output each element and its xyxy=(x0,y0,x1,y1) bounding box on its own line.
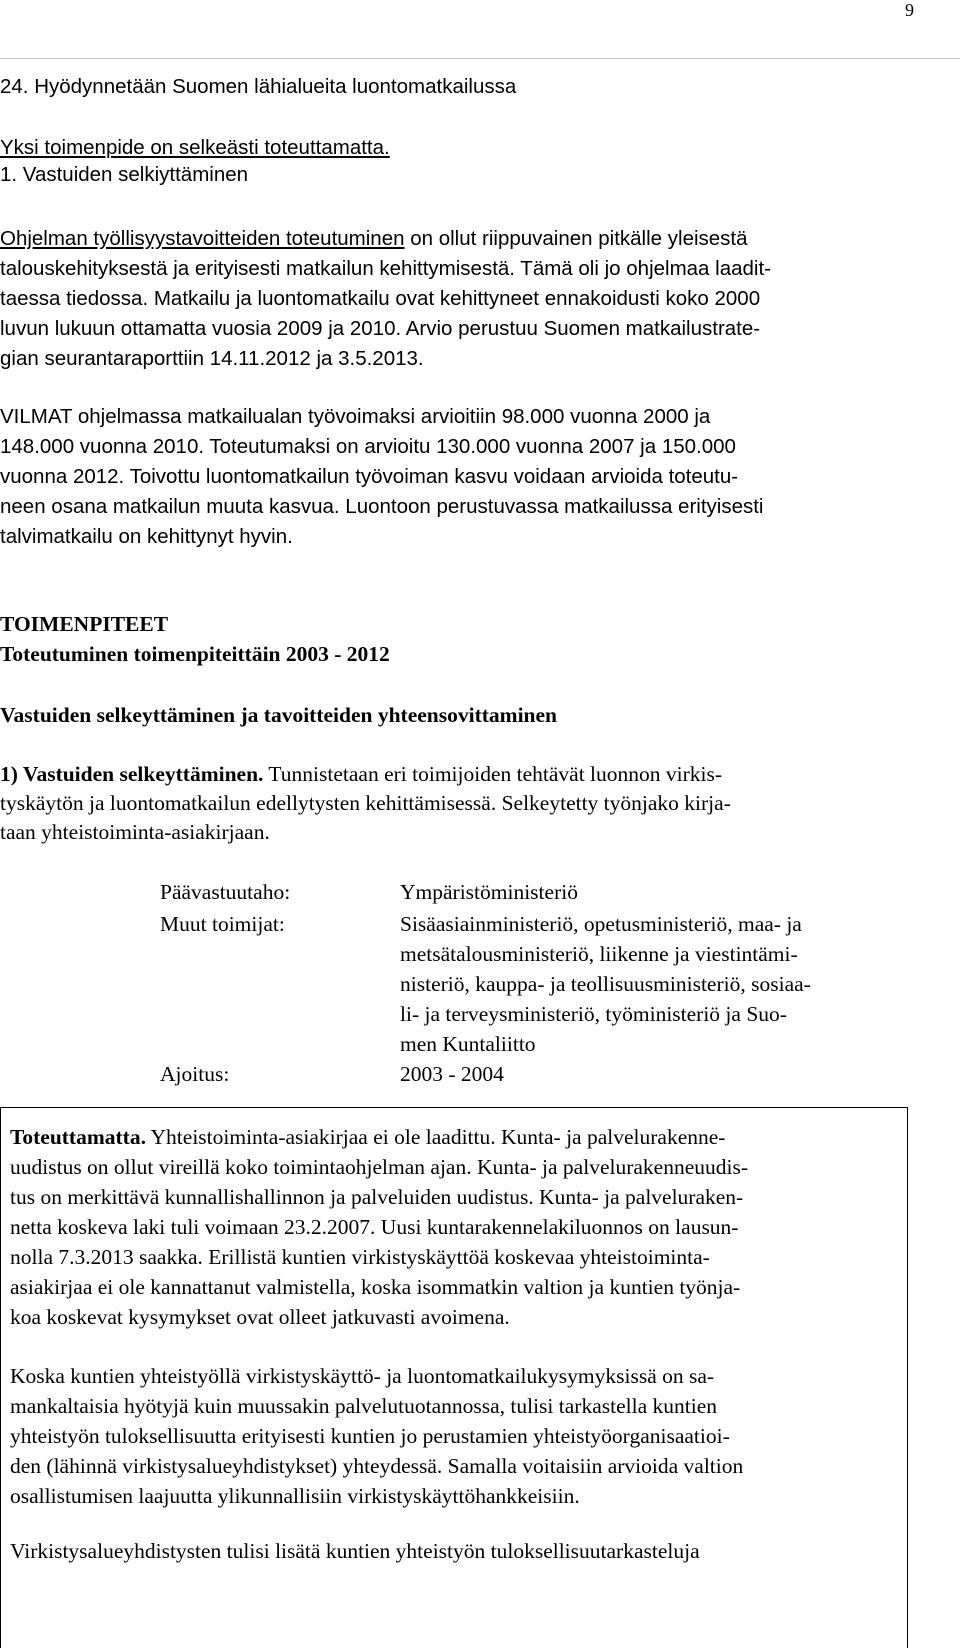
others-value-line: nisteriö, kauppa- ja teollisuusministeriö, sosiaa- xyxy=(400,972,811,996)
page-number: 9 xyxy=(905,0,914,20)
paragraph-line: vuonna 2012. Toivottu luontomatkailun työvoiman kasvu voidaan arvioida toteutu- xyxy=(0,465,739,488)
others-value-line: Sisäasiainministeriö, opetusministeriö, maa- ja xyxy=(400,912,802,936)
others-value-line: metsätalousministeriö, liikenne ja viestintämi- xyxy=(400,942,798,966)
status-line: den (lähinnä virkistysalueyhdistykset) yhteydessä. Samalla voitaisiin arvioida valtion xyxy=(10,1454,744,1478)
paragraph-line: gian seurantaraporttiin 14.11.2012 ja 3.5.2013. xyxy=(0,347,424,370)
status-line: netta koskeva laki tuli voimaan 23.2.2007. Uusi kuntarakennelakiluonnos on lausun- xyxy=(10,1215,739,1239)
measure-item-line xyxy=(0,761,722,787)
measure-item-label: 1) Vastuiden selkeyttäminen. xyxy=(0,762,264,786)
unfulfilled-item: 1. Vastuiden selkiyttäminen xyxy=(0,163,249,186)
unfulfilled-note: Yksi toimenpide on selkeästi toteuttamatta. xyxy=(0,136,390,159)
timing-label: Ajoitus: xyxy=(160,1062,230,1086)
paragraph-line: VILMAT ohjelmassa matkailualan työvoimaksi arvioitiin 98.000 vuonna 2000 ja xyxy=(0,405,711,428)
status-line: uudistus on ollut vireillä koko toimintaohjelman ajan. Kunta- ja palvelurakenneuudis- xyxy=(10,1155,749,1179)
lead-value: Ympäristöministeriö xyxy=(400,880,578,904)
measures-title: TOIMENPITEET xyxy=(0,612,169,636)
section-heading: 24. Hyödynnetään Suomen lähialueita luontomatkailussa xyxy=(0,75,517,98)
paragraph-line: talouskehityksestä ja erityisesti matkailun kehittymisestä. Tämä oli jo ohjelmaa laadit- xyxy=(0,257,771,280)
status-text: Yhteistoiminta-asiakirjaa ei ole laadittu. Kunta- ja palvelurakenne- xyxy=(145,1125,726,1149)
measure-item-text: Tunnistetaan eri toimijoiden tehtävät luonnon virkis- xyxy=(263,762,723,786)
status-line: koa koskevat kysymykset ovat olleet jatkuvasti avoimena. xyxy=(10,1305,510,1329)
paragraph-line: talvimatkailu on kehittynyt hyvin. xyxy=(0,525,293,548)
others-value-line: li- ja terveysministeriö, työministeriö ja Suo- xyxy=(400,1002,787,1026)
status-label: Toteuttamatta. xyxy=(10,1125,146,1149)
paragraph-text: on ollut riippuvainen pitkälle yleisestä xyxy=(404,227,748,250)
status-line: yhteistyön tuloksellisuutta erityisesti kuntien jo perustamien yhteistyöorganisaatioi- xyxy=(10,1424,730,1448)
status-line: Virkistysalueyhdistysten tulisi lisätä kuntien yhteistyön tuloksellisuutarkasteluja xyxy=(10,1539,700,1563)
measure-item-line: taan yhteistoiminta-asiakirjaan. xyxy=(0,820,270,844)
status-line: osallistumisen laajuutta ylikunnallisiin virkistyskäyttöhankkeisiin. xyxy=(10,1484,580,1508)
status-line: mankaltaisia hyötyjä kuin muussakin palvelutuotannossa, tulisi tarkastella kuntien xyxy=(10,1394,717,1418)
others-value-line: men Kuntaliitto xyxy=(400,1032,536,1056)
status-line: asiakirjaa ei ole kannattanut valmistella, koska isommatkin valtion ja kuntien työnja- xyxy=(10,1275,741,1299)
paragraph-line xyxy=(0,226,748,252)
others-label: Muut toimijat: xyxy=(160,912,285,936)
timing-value: 2003 - 2004 xyxy=(400,1062,504,1086)
paragraph-line: taessa tiedossa. Matkailu ja luontomatkailu ovat kehittyneet ennakoidusti koko 2000 xyxy=(0,287,761,310)
header-rule xyxy=(0,58,960,59)
status-line: nolla 7.3.2013 saakka. Erillistä kuntien virkistyskäyttöä koskevaa yhteistoiminta- xyxy=(10,1245,710,1269)
status-line: Koska kuntien yhteistyöllä virkistyskäyttö- ja luontomatkailukysymyksissä on sa- xyxy=(10,1364,715,1388)
measures-theme: Vastuiden selkeyttäminen ja tavoitteiden yhteensovittaminen xyxy=(0,703,558,727)
status-line xyxy=(10,1124,725,1150)
measure-item-line: tyskäytön ja luontomatkailun edellytysten kehittämisessä. Selkeytetty työnjako kirja- xyxy=(0,791,731,815)
lead-label: Päävastuutaho: xyxy=(160,880,291,904)
paragraph-line: 148.000 vuonna 2010. Toteutumaksi on arvioitu 130.000 vuonna 2007 ja 150.000 xyxy=(0,435,736,458)
status-line: tus on merkittävä kunnallishallinnon ja palveluiden uudistus. Kunta- ja palveluraken- xyxy=(10,1185,744,1209)
measures-subtitle: Toteutuminen toimenpiteittäin 2003 - 2012 xyxy=(0,642,390,666)
paragraph-line: neen osana matkailun muuta kasvua. Luontoon perustuvassa matkailussa erityisesti xyxy=(0,495,764,518)
paragraph-line: luvun lukuun ottamatta vuosia 2009 ja 2010. Arvio perustuu Suomen matkailustrate- xyxy=(0,317,761,340)
underlined-phrase: Ohjelman työllisyystavoitteiden toteutuminen xyxy=(0,227,405,250)
